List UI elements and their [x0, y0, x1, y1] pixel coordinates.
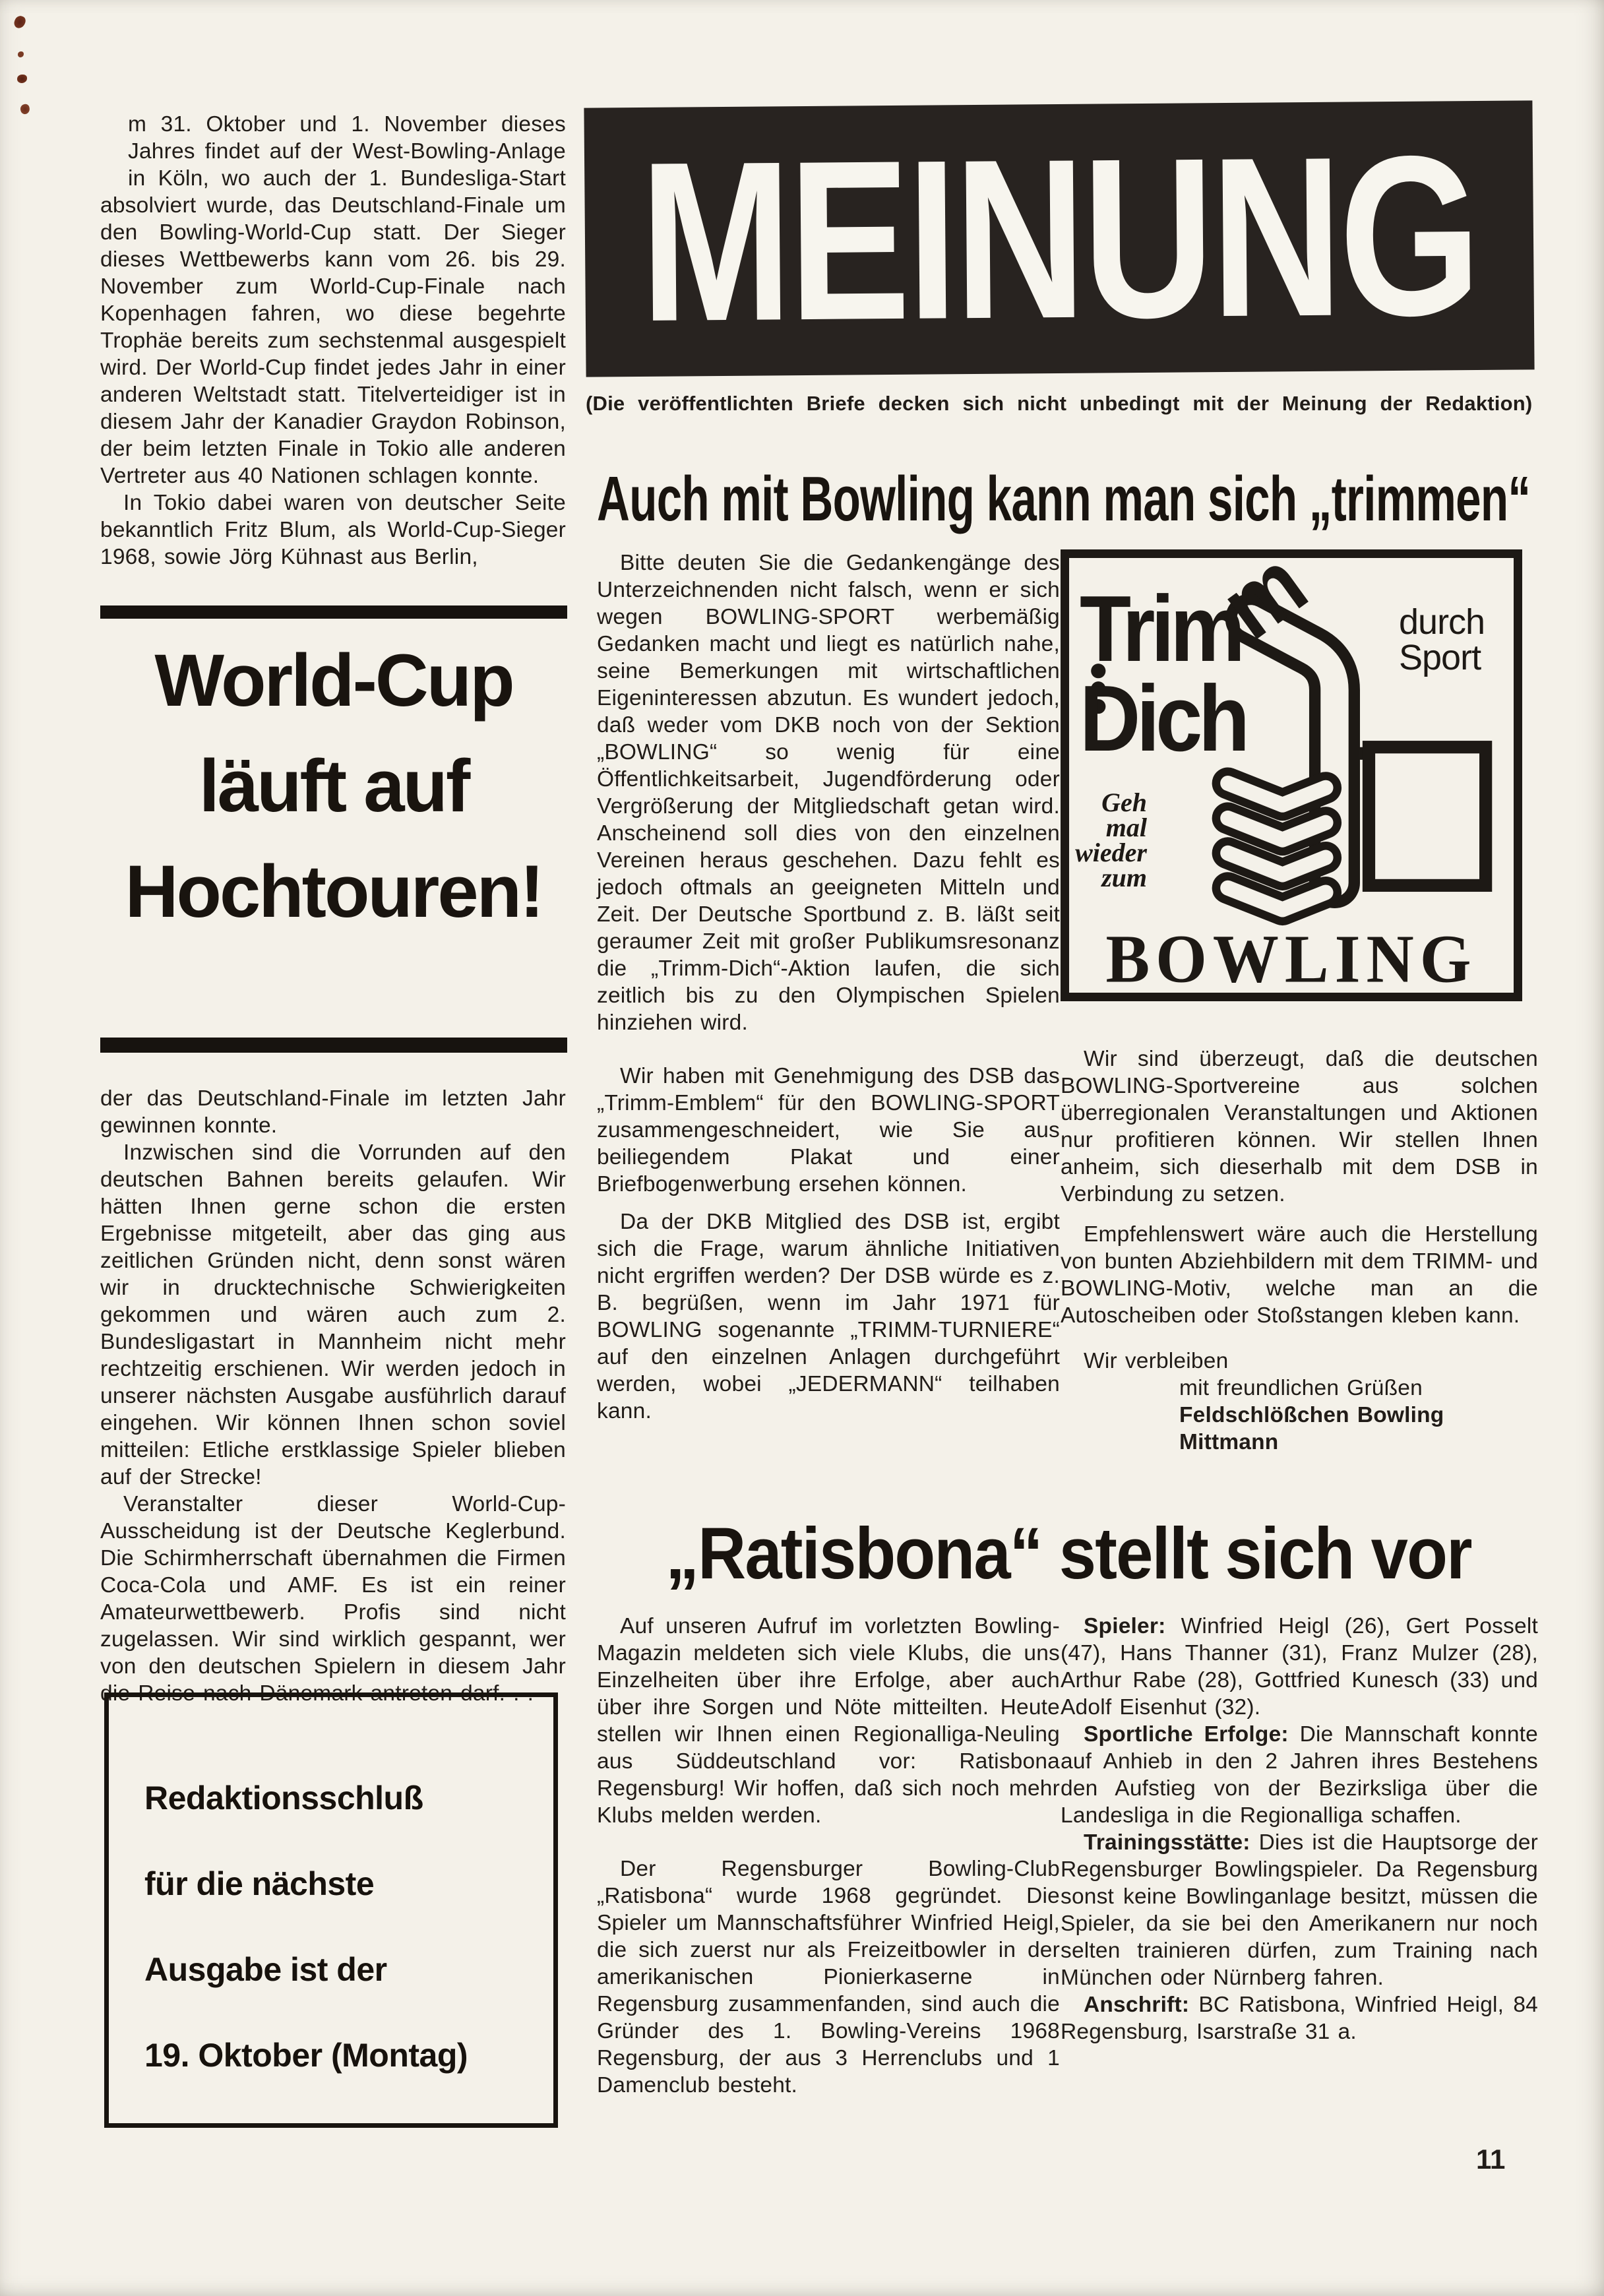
worldcup-article-column	[100, 1085, 566, 1707]
ratisbona-paragraph: Auf unseren Aufruf im vorletzten Bowling-Magazin meldeten sich viele Klubs, die uns Einzelheiten über ihre Erfolge, aber auch über ihre Sorgen und Nöte mitteilten. Heute stellen wir Ihnen einen Regionalliga-Neuling aus Süddeutschland vor: Ratisbona Regensburg! Wir hoffen, daß sich noch mehr Klubs melden werden.	[597, 1614, 1060, 1828]
stain-speck	[13, 15, 27, 30]
dropcap-gap	[100, 111, 128, 166]
trimmen-paragraph: Wir haben mit Genehmigung des DSB das „Trimm-Emblem“ für den BOWLING-SPORT zusammengeschneidert, wie Sie aus beiliegendem Plakat und einer Briefbogenwerbung ersehen können.	[597, 1064, 1060, 1196]
deadline-notice-text	[109, 1697, 553, 2098]
logo-slogan	[1069, 790, 1147, 890]
meinung-banner-title: MEINUNG	[639, 108, 1479, 369]
trimm-dich-logo	[1061, 530, 1522, 1001]
letter-signature: Mittmann	[1179, 1430, 1279, 1454]
finger-chevrons	[1228, 784, 1326, 910]
ratisbona-column-2	[1061, 1613, 1538, 2045]
logo-slogan-line: Geh	[1101, 788, 1147, 817]
logo-word-bowling: BOWLING	[1105, 921, 1477, 997]
trimmen-paragraph: Da der DKB Mitglied des DSB ist, ergibt sich die Frage, warum ähnliche Initiativen nicht ergriffen werden? Der DSB würde es z. B. begrüßen, wenn im Jahr 1971 für BOWLING sogenannte „TRIMM-TURNIERE“ auf den einzelnen Anlagen durchgeführt werden, wobei „JEDERMANN“ teilhaben kann.	[597, 1210, 1060, 1423]
ratisbona-paragraph: Trainingsstätte: Dies ist die Hauptsorge der Regensburger Bowlingspieler. Da Regensburg sonst keine Bowlinganlage besitzt, müssen die Spieler, da sie bei den Amerikanern nur noch selten trainieren dürfen, zum Training nach München oder Nürnberg fahren.	[1061, 1830, 1538, 1990]
logo-slogan-line: wieder	[1075, 838, 1147, 867]
deadline-line: Redaktionsschluß	[144, 1780, 423, 1816]
worldcup-intro-paragraph: m 31. Oktober und 1. November dieses Jahres findet auf der West-Bowling-Anlage in Köln, wo auch der 1. Bundesliga-Start absolviert wurde, das Deutschland-Finale um den Bowling-World-Cup statt. Der Sieger dieses Wettbewerbs kann vom 26. bis 29. November zum World-Cup-Finale nach Kopenhagen fahren, wo diese begehrte Trophäe bereits zum sechstenmal ausgespielt wird. Der World-Cup findet jedes Jahr in einer anderen Weltstadt statt. Titelverteidiger ist in diesem Jahr der Kanadier Graydon Robinson, der beim letzten Finale in Tokio alle anderen Vertreter aus 40 Nationen schlagen konnte.	[100, 112, 566, 488]
meinung-banner	[584, 100, 1534, 377]
worldcup-headline-line: Hochtouren!	[125, 850, 543, 933]
trimmen-column-2	[1061, 530, 1538, 1456]
logo-slogan-line: zum	[1101, 863, 1147, 892]
ratisbona-headline: „Ratisbona“ stellt sich vor	[665, 1513, 1471, 1594]
deadline-notice-box	[104, 1692, 558, 2128]
trimmen-paragraph: Wir sind überzeugt, daß die deutschen BOWLING-Sportvereine aus solchen überregionalen Veranstaltungen und Aktionen nur profitieren können. Wir stellen Ihnen anheim, sich dieserhalb mit dem DSB in Verbindung zu setzen.	[1061, 1047, 1538, 1206]
trimmen-column-1	[597, 549, 1060, 1425]
worldcup-intro-paragraph: In Tokio dabei waren von deutscher Seite bekanntlich Fritz Blum, als World-Cup-Sieger 1968, sowie Jörg Kühnast aus Berlin,	[100, 491, 566, 569]
editorial-disclaimer: (Die veröffentlichten Briefe decken sich nicht unbedingt mit der Meinung der Redaktion)	[586, 392, 1533, 415]
worldcup-headline	[100, 628, 567, 945]
erfolge-label: Sportliche Erfolge:	[1084, 1722, 1289, 1747]
spieler-label: Spieler:	[1084, 1614, 1166, 1638]
logo-slogan-line: mal	[1105, 813, 1147, 842]
stain-speck	[17, 75, 27, 83]
logo-word-sport: Sport	[1399, 638, 1481, 677]
trimmen-headline: Auch mit Bowling kann man sich „trimmen“	[597, 464, 1531, 534]
ratisbona-paragraph: Spieler: Winfried Heigl (26), Gert Posselt (47), Hans Thanner (31), Franz Mulzer (28), Arthur Rabe (28), Gottfried Kunesch (33) und Adolf Eisenhut (32).	[1061, 1614, 1538, 1720]
worldcup-intro-column	[100, 111, 566, 571]
trimmen-paragraph: Empfehlenswert wäre auch die Herstellung von bunten Abziehbildern mit dem TRIMM- und BOWLING-Motiv, welche man an die Autoscheiben oder Stoßstangen kleben kann.	[1061, 1222, 1538, 1328]
ratisbona-column-1	[597, 1613, 1060, 2099]
divider-rule	[100, 605, 567, 619]
worldcup-headline-line: World-Cup	[154, 639, 513, 722]
logo-tilted-m: m	[1202, 530, 1325, 660]
ratisbona-paragraph: Der Regensburger Bowling-Club „Ratisbona“ wurde 1968 gegründet. Die Spieler um Mannschaftsführer Winfried Heigl, die sich zuerst nur als Freizeitbowler in der amerikanischen Pionierkaserne in Regensburg zusammenfanden, sind auch die Gründer des 1. Bowling-Vereins 1968 Regensburg, der aus 3 Herrenclubs und 1 Damenclub besteht.	[597, 1857, 1060, 2097]
worldcup-paragraph: Inzwischen sind die Vorrunden auf den deutschen Bahnen bereits gelaufen. Wir hätten Ihnen gerne schon die ersten Ergebnisse mitgeteilt, aber das ging aus zeitlichen Gründen nicht, denn sonst wären wir in drucktechnische Schwierigkeiten gekommen und wären auch zum 2. Bundesligastart in Mannheim nicht mehr rechtzeitig erschienen. Wir werden jedoch in unserer nächsten Ausgabe ausführlich darauf eingehen. Wir können Ihnen schon soviel mitteilen: Etliche erstklassige Spieler blieben auf der Strecke!	[100, 1140, 566, 1489]
worldcup-paragraph: der das Deutschland-Finale im letzten Jahr gewinnen konnte.	[100, 1086, 566, 1138]
page-number: 11	[1476, 2144, 1506, 2175]
letter-closing: Wir verbleiben	[1084, 1349, 1229, 1373]
stain-speck	[19, 103, 30, 115]
ratisbona-paragraph: Anschrift: BC Ratisbona, Winfried Heigl, 84 Regensburg, Isarstraße 31 a.	[1061, 1993, 1538, 2044]
logo-word-trim: Trim	[1080, 576, 1241, 681]
anschrift-label: Anschrift:	[1084, 1993, 1190, 2017]
logo-word-durch: durch	[1399, 602, 1485, 642]
deadline-line: Ausgabe ist der	[144, 1951, 387, 1988]
letter-signature: Feldschlößchen Bowling	[1179, 1403, 1444, 1427]
letter-signoff: mit freundlichen Grüßen	[1179, 1376, 1423, 1400]
cuff-shape	[1360, 747, 1486, 886]
stain-speck	[18, 51, 24, 57]
worldcup-paragraph: Veranstalter dieser World-Cup-Ausscheidung ist der Deutsche Keglerbund. Die Schirmherrschaft übernahmen die Firmen Coca-Cola und AMF. Es ist ein reiner Amateurwettbewerb. Profis sind nicht zugelassen. Wir sind wirklich gespannt, wer von den deutschen Spielern in diesem Jahr die Reise nach Dänemark antreten darf. . .	[100, 1492, 566, 1706]
worldcup-headline-line: läuft auf	[199, 745, 469, 827]
trainingsstaette-label: Trainingsstätte:	[1084, 1830, 1250, 1855]
ratisbona-paragraph: Sportliche Erfolge: Die Mannschaft konnte auf Anhieb in den 2 Jahren ihres Bestehens den Aufstieg von der Bezirksliga über die Landesliga in die Regionalliga schaffen.	[1061, 1722, 1538, 1828]
logo-word-dich: Dich	[1080, 666, 1246, 771]
deadline-line: 19. Oktober (Montag)	[144, 2037, 468, 2074]
deadline-line: für die nächste	[144, 1865, 375, 1902]
trimmen-paragraph: Bitte deuten Sie die Gedankengänge des Unterzeichnenden nicht falsch, wenn er sich wegen BOWLING-SPORT werbemäßig Gedanken macht und liegt es natürlich nahe, seine Bemerkungen mit wirtschaftlichen Eigeninteressen abzutun. Es wundert jedoch, daß weder vom DKB noch von der Sektion „BOWLING“ so wenig für eine Öffentlichkeitsarbeit, Jugendförderung oder Vergrößerung der Mitgliedschaft getan wird. Anscheinend soll dies von den einzelnen Vereinen heraus geschehen. Dazu fehlt es jedoch oftmals an geeigneten Mitteln und Zeit. Der Deutsche Sportbund z. B. läßt seit geraumer Zeit mit großer Publikumsresonanz die „Trimm-Dich“-Aktion laufen, die sich zeitlich bis zu den Olympischen Spielen hinziehen wird.	[597, 551, 1060, 1035]
divider-rule	[100, 1038, 567, 1053]
